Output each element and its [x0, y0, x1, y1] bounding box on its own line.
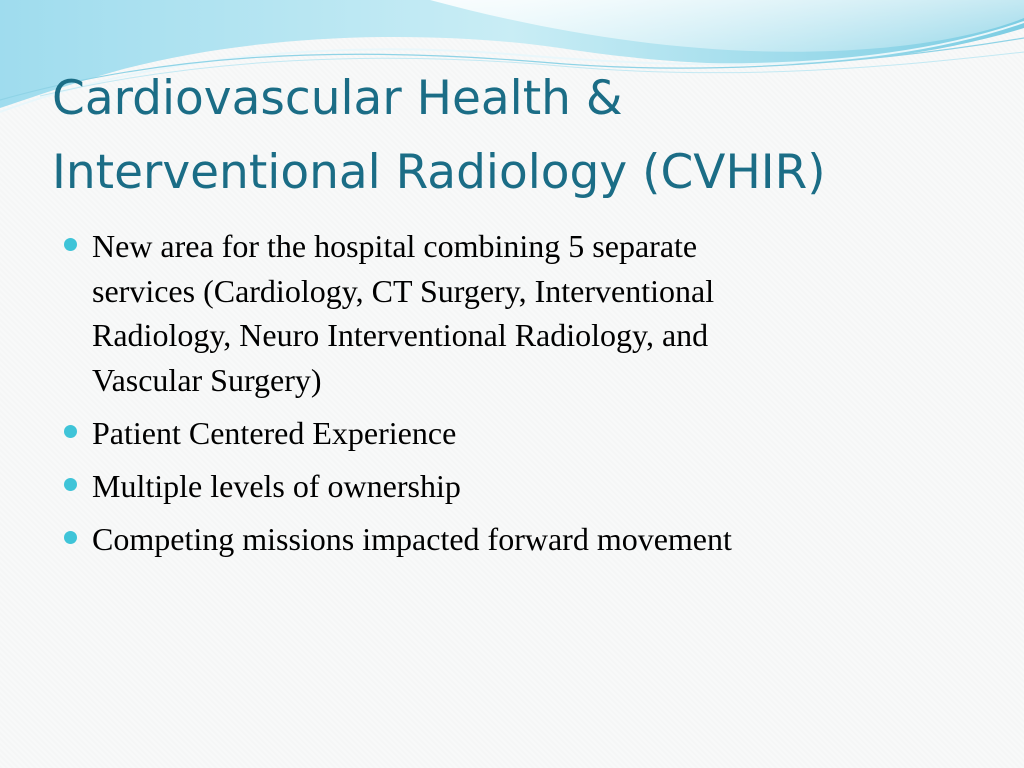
bullet-line: services (Cardiology, CT Surgery, Interventional [92, 272, 715, 309]
bullet-line: Vascular Surgery) [92, 361, 322, 398]
bullet-item [62, 411, 962, 456]
bullet-line: Multiple levels of ownership [92, 467, 461, 504]
bullet-marker-icon [64, 425, 77, 438]
bullet-marker-icon [64, 478, 77, 491]
bullet-marker-icon [64, 238, 77, 251]
bullet-marker-icon [64, 531, 77, 544]
bullet-list [62, 224, 962, 570]
slide-title-line-2: Interventional Radiology (CVHIR) [52, 145, 826, 200]
bullet-line: Patient Centered Experience [92, 414, 457, 451]
bullet-item [62, 517, 962, 562]
slide-title-line-1: Cardiovascular Health & [52, 71, 623, 126]
bullet-item [62, 224, 962, 402]
bullet-line: Radiology, Neuro Interventional Radiology, and [92, 317, 709, 353]
bullet-item [62, 464, 962, 509]
bullet-line: New area for the hospital combining 5 separate [92, 228, 698, 264]
bullet-line: Competing missions impacted forward movement [92, 520, 732, 557]
slide-title [52, 62, 982, 210]
